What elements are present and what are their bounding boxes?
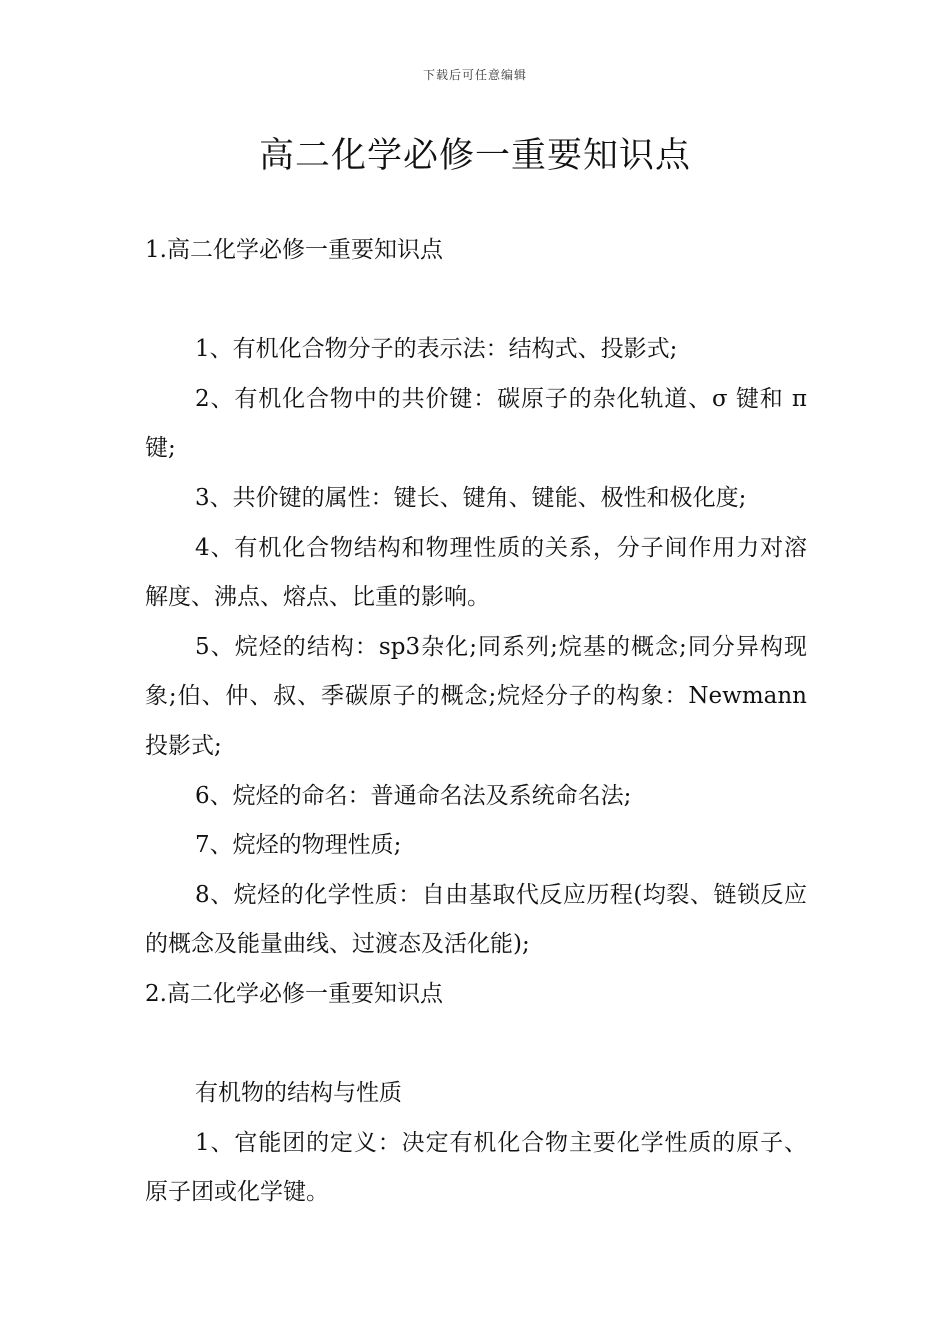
paragraph: 1、官能团的定义：决定有机化合物主要化学性质的原子、原子团或化学键。	[145, 1129, 807, 1206]
paragraph: 3、共价键的属性：键长、键角、键能、极性和极化度;	[195, 484, 747, 511]
document-title: 高二化学必修一重要知识点	[258, 136, 691, 176]
paragraph: 7、烷烃的物理性质;	[195, 832, 402, 859]
section-heading: 2.高二化学必修一重要知识点	[145, 980, 443, 1007]
paragraph: 6、烷烃的命名：普通命名法及系统命名法;	[195, 782, 632, 809]
paragraph: 1、有机化合物分子的表示法：结构式、投影式;	[195, 336, 678, 363]
paragraph: 8、烷烃的化学性质：自由基取代反应历程(均裂、链锁反应的概念及能量曲线、过渡态及活化能);	[145, 881, 807, 958]
paragraph: 2、有机化合物中的共价键：碳原子的杂化轨道、σ 键和 π 键;	[145, 385, 807, 462]
paragraph: 有机物的结构与性质	[195, 1080, 402, 1107]
document-body	[145, 226, 807, 1218]
paragraph: 4、有机化合物结构和物理性质的关系，分子间作用力对溶解度、沸点、熔点、比重的影响。	[145, 534, 807, 611]
blank-line	[145, 276, 807, 326]
blank-line	[145, 1020, 807, 1070]
header-note: 下载后可任意编辑	[422, 68, 527, 82]
paragraph: 5、烷烃的结构：sp3杂化;同系列;烷基的概念;同分异构现象;伯、仲、叔、季碳原子的概念;烷烃分子的构象：Newmann投影式;	[145, 633, 807, 759]
section-heading: 1.高二化学必修一重要知识点	[145, 237, 443, 263]
